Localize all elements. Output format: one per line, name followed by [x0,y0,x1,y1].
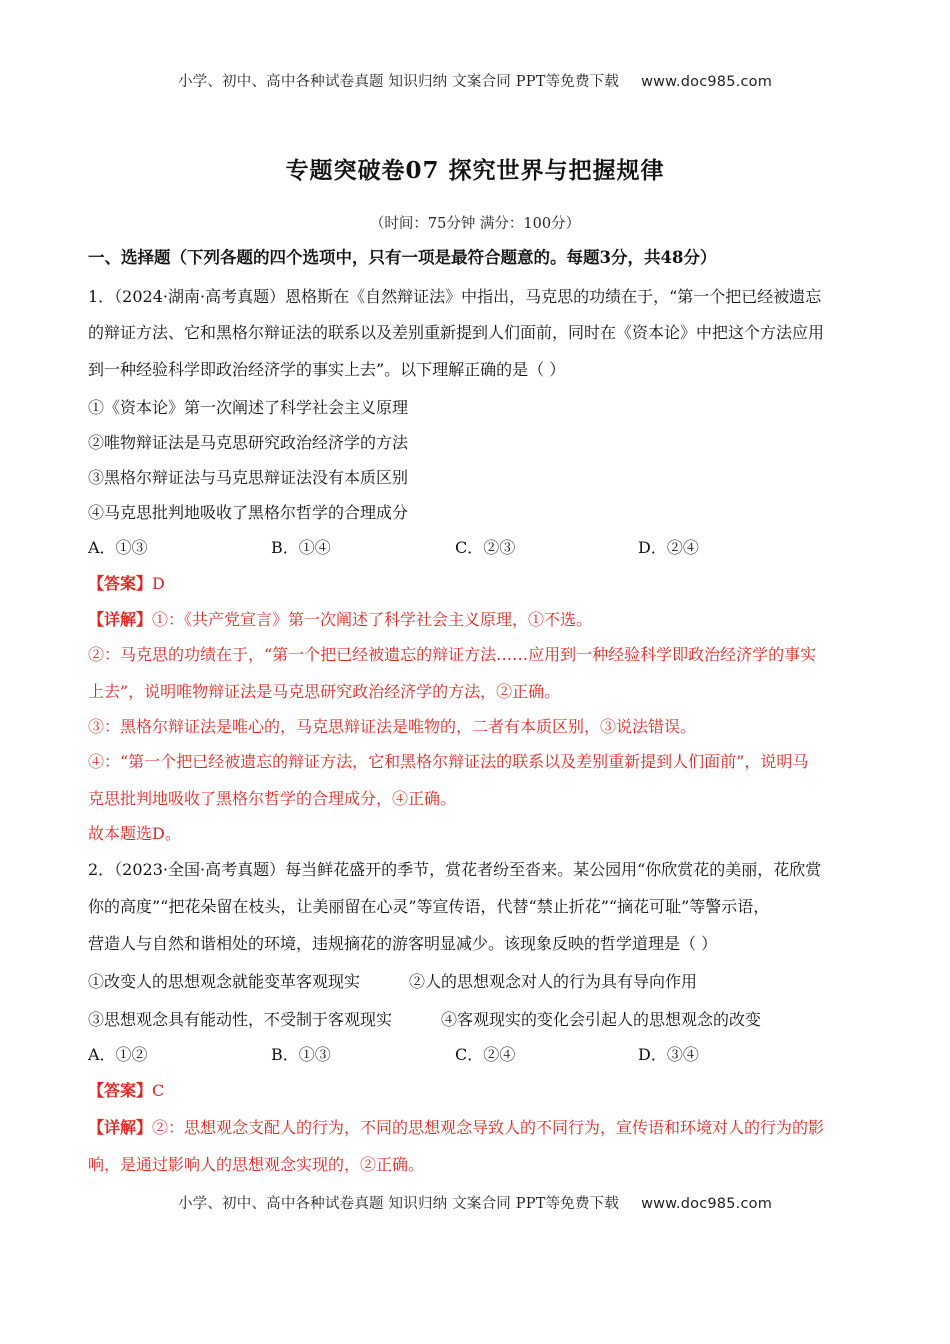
answer-value: D [152,574,165,593]
q2-statement: ①改变人的思想观念就能变革客观现实 [88,972,361,991]
answer-value: C [152,1081,165,1100]
detail-text: ②：思想观念支配人的行为，不同的思想观念导致人的不同行为，宣传语和环境对人的行为的影 [152,1118,825,1137]
q2-stem-line: 2．（2023·全国·高考真题）每当鲜花盛开的季节，赏花者纷至沓来。某公园用“你欣赏花的美丽，花欣赏 [88,860,822,879]
detail-text: ①：《共产党宣言》第一次阐述了科学社会主义原理，①不选。 [152,610,593,629]
answer-label: 【答案】 [88,574,153,593]
footer-url[interactable]: www.doc985.com [641,1196,773,1212]
q2-detail-line: 响，是通过影响人的思想观念实现的，②正确。 [88,1155,425,1174]
answer-label: 【答案】 [88,1081,153,1100]
q1-detail-line: 上去”，说明唯物辩证法是马克思研究政治经济学的方法，②正确。 [88,682,561,701]
q2-option-b: B．①③ [271,1045,331,1064]
section-heading: 一、选择题（下列各题的四个选项中，只有一项是最符合题意的。每题3分，共48分） [88,248,717,267]
exam-info: （时间：75分钟 满分：100分） [369,216,581,232]
page-footer [0,1192,950,1213]
q1-answer [88,574,165,594]
header-text: 小学、初中、高中各种试卷真题 知识归纳 文案合同 PPT等免费下载 [177,74,620,90]
q1-detail-line: ④：“第一个把已经被遗忘的辩证方法，它和黑格尔辩证法的联系以及差别重新提到人们面前”，说明马 [88,752,809,771]
q1-option-a: A．①③ [88,538,148,557]
q2-answer [88,1081,164,1101]
q2-stem-line: 营造人与自然和谐相处的环境，违规摘花的游客明显减少。该现象反映的哲学道理是（ ） [88,934,718,953]
q2-statement: ④客观现实的变化会引起人的思想观念的改变 [441,1010,762,1029]
q1-stem-line: 的辩证方法、它和黑格尔辩证法的联系以及差别重新提到人们面前，同时在《资本论》中把这个方法应用 [88,323,825,342]
q1-option-b: B．①④ [271,538,331,557]
q2-stem-line: 你的高度”“把花朵留在枝头，让美丽留在心灵”等宣传语，代替“禁止折花”“摘花可耻”等警示语， [88,897,770,916]
q2-option-c: C．②④ [455,1045,516,1064]
q2-statement: ③思想观念具有能动性，不受制于客观现实 [88,1010,393,1029]
page-header [0,70,950,91]
q1-stem-line: 1．（2024·湖南·高考真题）恩格斯在《自然辩证法》中指出，马克思的功绩在于，“第一个把已经被遗忘 [88,287,822,306]
q1-statement: ③黑格尔辩证法与马克思辩证法没有本质区别 [88,468,409,487]
q1-option-c: C．②③ [455,538,516,557]
q1-statement: ②唯物辩证法是马克思研究政治经济学的方法 [88,433,409,452]
footer-text: 小学、初中、高中各种试卷真题 知识归纳 文案合同 PPT等免费下载 [177,1196,620,1212]
q1-option-d: D．②④ [638,538,699,557]
q1-detail-line: 克思批判地吸收了黑格尔哲学的合理成分，④正确。 [88,789,457,808]
q1-statement: ④马克思批判地吸收了黑格尔哲学的合理成分 [88,503,409,522]
page-title: 专题突破卷07 探究世界与把握规律 [285,157,665,184]
q1-conclusion: 故本题选D。 [88,824,181,843]
detail-label: 【详解】 [88,1118,153,1137]
q1-stem-line: 到一种经验科学即政治经济学的事实上去”。以下理解正确的是（ ） [88,360,566,379]
q1-statement: ①《资本论》第一次阐述了科学社会主义原理 [88,398,409,417]
q1-detail-line: ③：黑格尔辩证法是唯心的，马克思辩证法是唯物的，二者有本质区别，③说法错误。 [88,717,697,736]
q2-option-d: D．③④ [638,1045,699,1064]
detail-label: 【详解】 [88,610,153,629]
q2-statement: ②人的思想观念对人的行为具有导向作用 [409,972,698,991]
q1-detail-line: ②：马克思的功绩在于，“第一个把已经被遗忘的辩证方法……应用到一种经验科学即政治经济学的事实 [88,645,817,664]
q2-detail-line [88,1118,824,1138]
q1-detail-line [88,610,592,630]
q2-option-a: A．①② [88,1045,148,1064]
header-url[interactable]: www.doc985.com [641,74,773,90]
